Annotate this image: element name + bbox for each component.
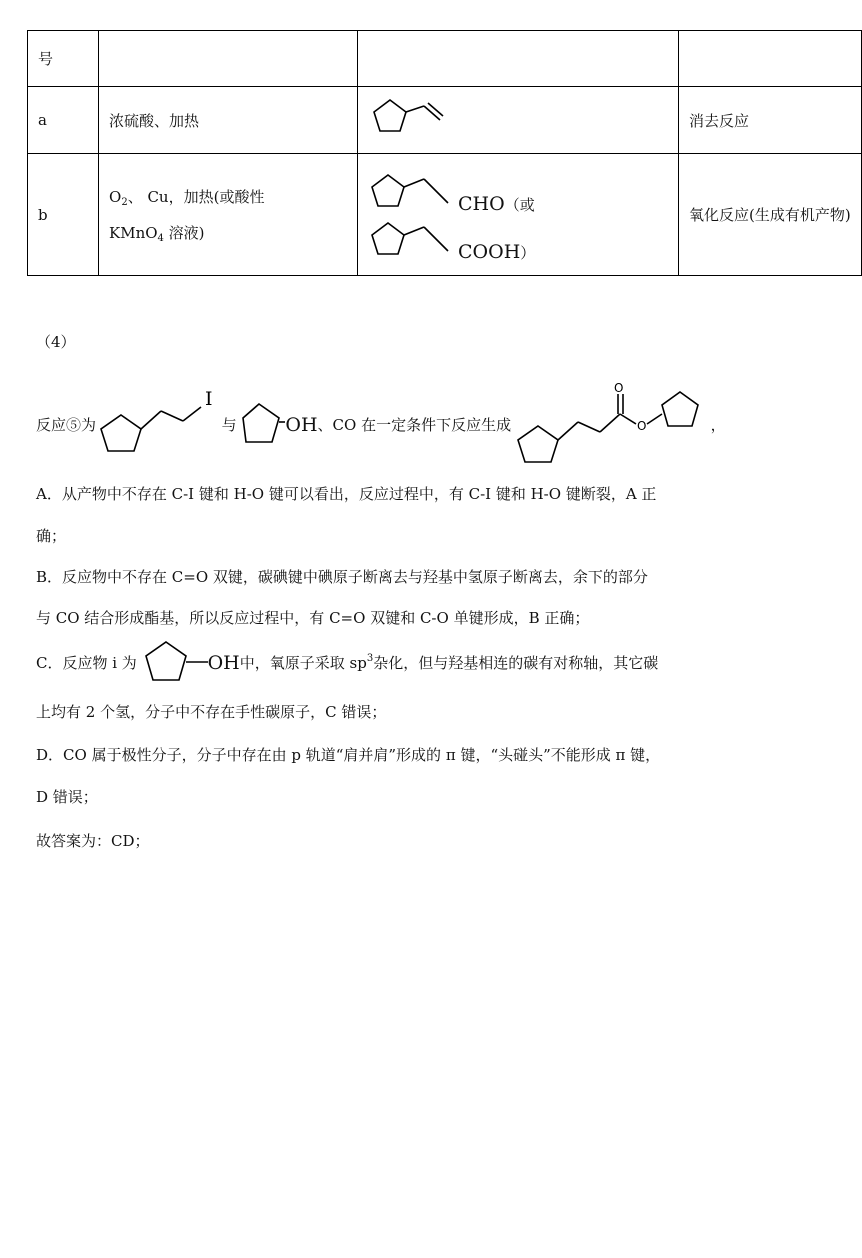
conditions-line xyxy=(109,215,347,251)
table-cell: 号 xyxy=(28,31,99,87)
product-cell xyxy=(358,87,679,154)
iodine-label: I xyxy=(204,388,213,410)
kmno-text: KMnO xyxy=(109,223,158,242)
option-c-prefix: C．反应物 i 为 xyxy=(36,654,137,672)
option-b-line1: B．反应物中不存在 C=O 双键，碳碘键中碘原子断离去与羟基中氢原子断离去，余下的部分 xyxy=(36,568,648,586)
close-paren-text: ） xyxy=(520,243,536,262)
option-c-line1 xyxy=(36,638,776,692)
reaction-end: ， xyxy=(710,416,726,434)
superscript: 3 xyxy=(366,653,374,664)
product-cell xyxy=(358,154,679,276)
reaction-prefix: 反应⑤为 xyxy=(36,416,97,434)
reaction-line xyxy=(36,382,776,468)
reaction-rest: 、CO 在一定条件下反应生成 xyxy=(317,416,512,434)
hydroxyl-group: OH xyxy=(207,652,240,674)
reaction-type-cell: 消去反应 xyxy=(679,87,862,154)
table-row xyxy=(28,87,862,154)
reaction-table xyxy=(27,30,862,276)
table-row xyxy=(28,31,862,87)
conditions-cell: 浓硫酸、加热 xyxy=(99,87,358,154)
option-c-mid: 中，氧原子采取 sp xyxy=(239,654,367,672)
conditions-text: 、 Cu，加热(或酸性 xyxy=(127,187,265,206)
oxygen-text: O xyxy=(109,187,122,206)
row-id: b xyxy=(28,154,99,276)
table-cell xyxy=(679,31,862,87)
option-d-line2: D 错误； xyxy=(36,788,98,806)
cyclopentanol-structure xyxy=(142,638,208,688)
answer-line: 故答案为：CD； xyxy=(36,832,150,850)
option-d-line1: D．CO 属于极性分子，分子中存在由 p 轨道“肩并肩”形成的 π 键，“头碰头”不能形成 π 键， xyxy=(36,746,661,764)
option-a-line1: A．从产物中不存在 C-I 键和 H-O 键可以看出，反应过程中，有 C-I 键和 H-O 键断裂，A 正 xyxy=(36,485,657,503)
row-id: a xyxy=(28,87,99,154)
table-row xyxy=(28,154,862,276)
subscript: 2 xyxy=(121,196,128,208)
option-c-line2: 上均有 2 个氢，分子中不存在手性碳原子，C 错误； xyxy=(36,703,387,721)
table-cell xyxy=(99,31,358,87)
aldehyde-structure-line xyxy=(368,167,668,215)
ester-product-structure xyxy=(516,382,706,468)
conditions-line xyxy=(109,179,347,215)
with-text: 与 xyxy=(221,416,237,434)
cyclopentanol-ring-structure xyxy=(241,400,285,450)
iodoethyl-cyclopentane-structure xyxy=(97,389,217,461)
ester-oxygen-label: O xyxy=(636,419,647,433)
aldehyde-group: CHO xyxy=(458,192,505,215)
acid-structure-line xyxy=(368,215,668,263)
carboxyl-group: COOH xyxy=(458,240,521,263)
option-c-post: 杂化，但与羟基相连的碳有对称轴，其它碳 xyxy=(373,654,659,672)
conditions-cell xyxy=(99,154,358,276)
option-a-line2: 确； xyxy=(36,527,67,545)
section-number: （4） xyxy=(36,333,76,351)
option-b-line2: 与 CO 结合形成酯基，所以反应过程中，有 C=O 双键和 C-O 单键形成，B 正确； xyxy=(36,609,590,627)
cyclopentyl-acetaldehyde-structure xyxy=(368,167,458,215)
table-cell xyxy=(358,31,679,87)
vinylcyclopentane-structure xyxy=(368,94,458,142)
reaction-type-cell: 氧化反应(生成有机产物) xyxy=(679,154,862,276)
cyclopentyl-acetic-acid-structure xyxy=(368,215,458,263)
or-text: （或 xyxy=(504,195,535,214)
hydroxyl-group: OH xyxy=(285,414,318,436)
solution-text: 溶液) xyxy=(163,223,205,242)
subscript: 4 xyxy=(157,232,164,244)
carbonyl-oxygen-label: O xyxy=(613,381,624,395)
